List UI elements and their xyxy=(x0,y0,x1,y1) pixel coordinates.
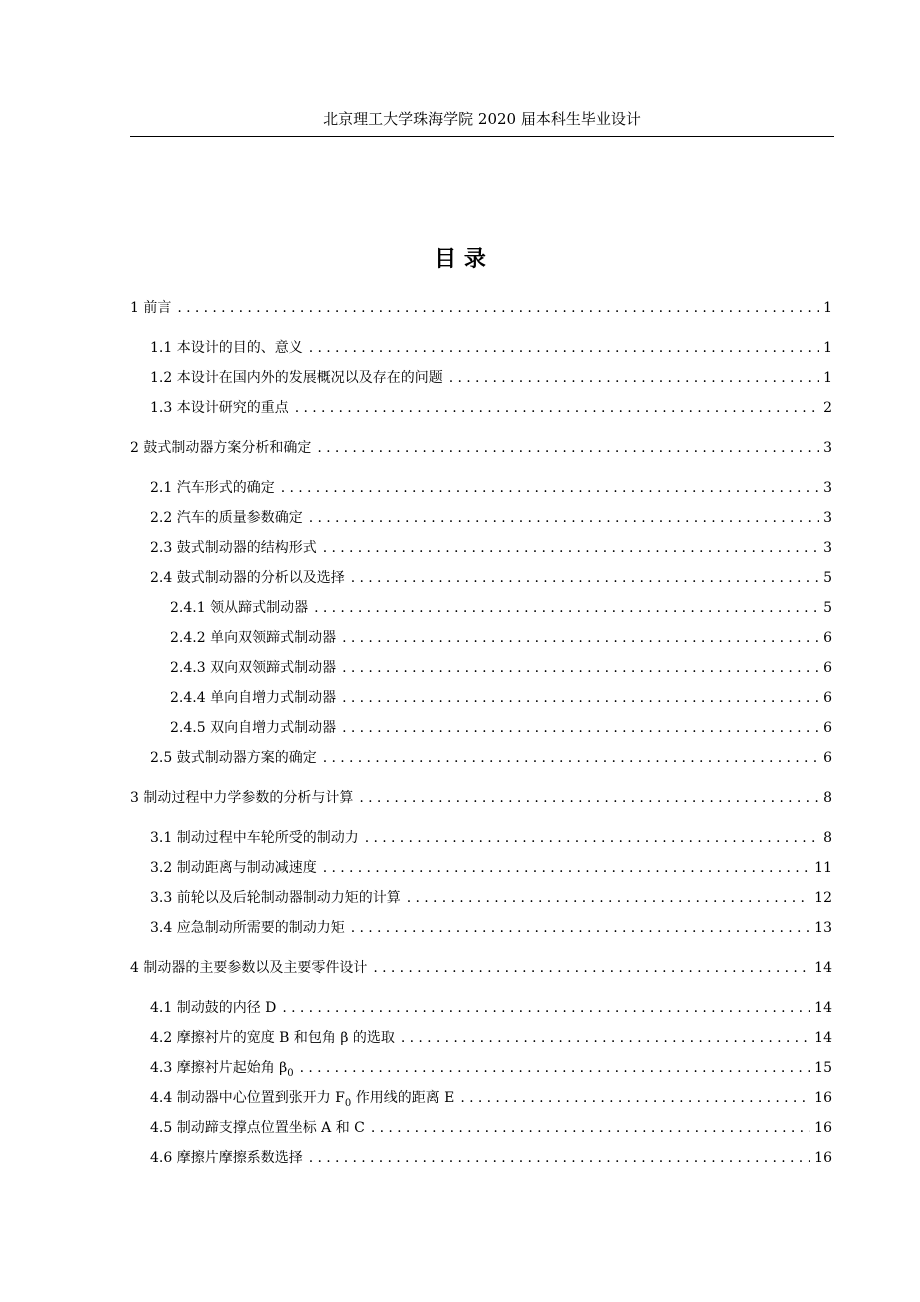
toc-entry xyxy=(130,538,832,558)
toc-entry xyxy=(130,338,832,358)
toc-leader-dots xyxy=(295,398,819,418)
toc-entry-title: 4.5 制动蹄支撑点位置坐标 A 和 C xyxy=(150,1120,365,1136)
toc-page-number: 14 xyxy=(814,1000,832,1016)
toc-title: 目 录 xyxy=(434,246,486,272)
toc-entry-title: 2.1 汽车形式的确定 xyxy=(150,480,275,496)
toc-entry-title: 2.4 鼓式制动器的分析以及选择 xyxy=(150,570,345,586)
toc-leader-dots xyxy=(342,718,819,738)
toc-entry xyxy=(130,748,832,768)
toc-page-number: 6 xyxy=(823,750,832,766)
toc-leader-dots xyxy=(359,788,819,808)
toc-leader-dots xyxy=(300,1058,811,1078)
toc-page-number: 6 xyxy=(823,720,832,736)
toc-entry-title: 2.4.2 单向双领蹄式制动器 xyxy=(170,630,337,646)
toc-page-number: 16 xyxy=(814,1150,832,1166)
toc-leader-dots xyxy=(323,538,819,558)
toc-page-number: 3 xyxy=(823,480,832,496)
toc-leader-dots xyxy=(314,598,819,618)
toc-entry xyxy=(130,788,832,808)
toc-page-number: 8 xyxy=(823,790,832,806)
toc-entry xyxy=(130,918,832,938)
toc-page-number: 1 xyxy=(823,300,832,316)
toc-page-number: 11 xyxy=(814,860,832,876)
toc-entry xyxy=(130,1058,832,1078)
toc-entry xyxy=(130,998,832,1018)
toc-entry-title: 2 鼓式制动器方案分析和确定 xyxy=(130,440,312,456)
toc-leader-dots xyxy=(351,568,819,588)
toc-entry xyxy=(130,688,832,708)
toc-entry xyxy=(130,1028,832,1048)
toc-leader-dots xyxy=(323,748,819,768)
toc-leader-dots xyxy=(407,888,810,908)
toc-entry-title: 2.4.4 单向自增力式制动器 xyxy=(170,690,337,706)
toc-entry xyxy=(130,508,832,528)
toc-leader-dots xyxy=(342,628,819,648)
toc-entry xyxy=(130,438,832,458)
toc-page-number: 16 xyxy=(814,1120,832,1136)
toc-entry-title: 2.2 汽车的质量参数确定 xyxy=(150,510,303,526)
toc-page-number: 13 xyxy=(814,920,832,936)
toc-leader-dots xyxy=(309,508,819,528)
toc-entry xyxy=(130,1088,832,1108)
toc-entry-title: 2.3 鼓式制动器的结构形式 xyxy=(150,540,317,556)
table-of-contents xyxy=(130,0,832,1302)
toc-entry-title: 2.4.1 领从蹄式制动器 xyxy=(170,600,309,616)
toc-entry-title: 3 制动过程中力学参数的分析与计算 xyxy=(130,790,354,806)
toc-leader-dots xyxy=(401,1028,810,1048)
toc-leader-dots xyxy=(282,998,810,1018)
toc-leader-dots xyxy=(373,958,810,978)
toc-entry-title: 4.2 摩擦衬片的宽度 B 和包角 β 的选取 xyxy=(150,1030,395,1046)
toc-leader-dots xyxy=(309,338,819,358)
toc-entry-title: 1.3 本设计研究的重点 xyxy=(150,400,289,416)
toc-page-number: 16 xyxy=(814,1090,832,1106)
toc-entry-title: 2.5 鼓式制动器方案的确定 xyxy=(150,750,317,766)
toc-leader-dots xyxy=(177,298,819,318)
toc-entry-title: 4.4 制动器中心位置到张开力 $F_0$ 作用线的距离 E xyxy=(150,1090,455,1109)
toc-leader-dots xyxy=(351,918,810,938)
toc-leader-dots xyxy=(317,438,819,458)
toc-page-number: 14 xyxy=(814,960,832,976)
page-header: 北京理工大学珠海学院 2020 届本科生毕业设计 xyxy=(323,110,641,128)
toc-entry-title: 3.2 制动距离与制动减速度 xyxy=(150,860,317,876)
toc-page-number: 1 xyxy=(823,340,832,356)
toc-page-number: 2 xyxy=(823,400,832,416)
toc-entry xyxy=(130,888,832,908)
toc-entry xyxy=(130,1148,832,1168)
toc-leader-dots xyxy=(365,828,819,848)
toc-leader-dots xyxy=(460,1088,810,1108)
toc-entry-title: 3.1 制动过程中车轮所受的制动力 xyxy=(150,830,359,846)
toc-entry-title: 1.2 本设计在国内外的发展概况以及存在的问题 xyxy=(150,370,443,386)
toc-entry-title: 4.1 制动鼓的内径 D xyxy=(150,1000,277,1016)
toc-entry-title: 3.4 应急制动所需要的制动力矩 xyxy=(150,920,345,936)
toc-entry xyxy=(130,598,832,618)
toc-entry-title: 2.4.5 双向自增力式制动器 xyxy=(170,720,337,736)
toc-entry-title: 3.3 前轮以及后轮制动器制动力矩的计算 xyxy=(150,890,401,906)
toc-entry xyxy=(130,628,832,648)
toc-leader-dots xyxy=(342,658,819,678)
toc-leader-dots xyxy=(371,1118,810,1138)
toc-entry xyxy=(130,858,832,878)
toc-page-number: 3 xyxy=(823,540,832,556)
toc-entry xyxy=(130,298,832,318)
toc-leader-dots xyxy=(281,478,819,498)
toc-entry xyxy=(130,658,832,678)
toc-entry-title: 4 制动器的主要参数以及主要零件设计 xyxy=(130,960,368,976)
toc-page-number: 15 xyxy=(814,1060,832,1076)
toc-page-number: 8 xyxy=(823,830,832,846)
toc-page-number: 6 xyxy=(823,630,832,646)
toc-leader-dots xyxy=(449,368,819,388)
toc-entry xyxy=(130,718,832,738)
toc-entry xyxy=(130,568,832,588)
toc-page-number: 14 xyxy=(814,1030,832,1046)
toc-entry xyxy=(130,398,832,418)
toc-leader-dots xyxy=(309,1148,810,1168)
toc-entry xyxy=(130,1118,832,1138)
toc-leader-dots xyxy=(323,858,810,878)
toc-page-number: 12 xyxy=(814,890,832,906)
toc-page-number: 6 xyxy=(823,660,832,676)
toc-entry xyxy=(130,828,832,848)
toc-entry-title: 4.6 摩擦片摩擦系数选择 xyxy=(150,1150,303,1166)
toc-page-number: 5 xyxy=(823,570,832,586)
toc-page-number: 1 xyxy=(823,370,832,386)
toc-page-number: 6 xyxy=(823,690,832,706)
toc-entry xyxy=(130,368,832,388)
toc-entry-title: 1.1 本设计的目的、意义 xyxy=(150,340,303,356)
toc-entry xyxy=(130,478,832,498)
toc-entry-title: 2.4.3 双向双领蹄式制动器 xyxy=(170,660,337,676)
toc-entry-title: 4.3 摩擦衬片起始角 $\beta_0$ xyxy=(150,1060,294,1079)
toc-entry-title: 1 前言 xyxy=(130,300,172,316)
toc-page-number: 3 xyxy=(823,510,832,526)
toc-page-number: 5 xyxy=(823,600,832,616)
toc-entry xyxy=(130,958,832,978)
toc-leader-dots xyxy=(342,688,819,708)
toc-page-number: 3 xyxy=(823,440,832,456)
